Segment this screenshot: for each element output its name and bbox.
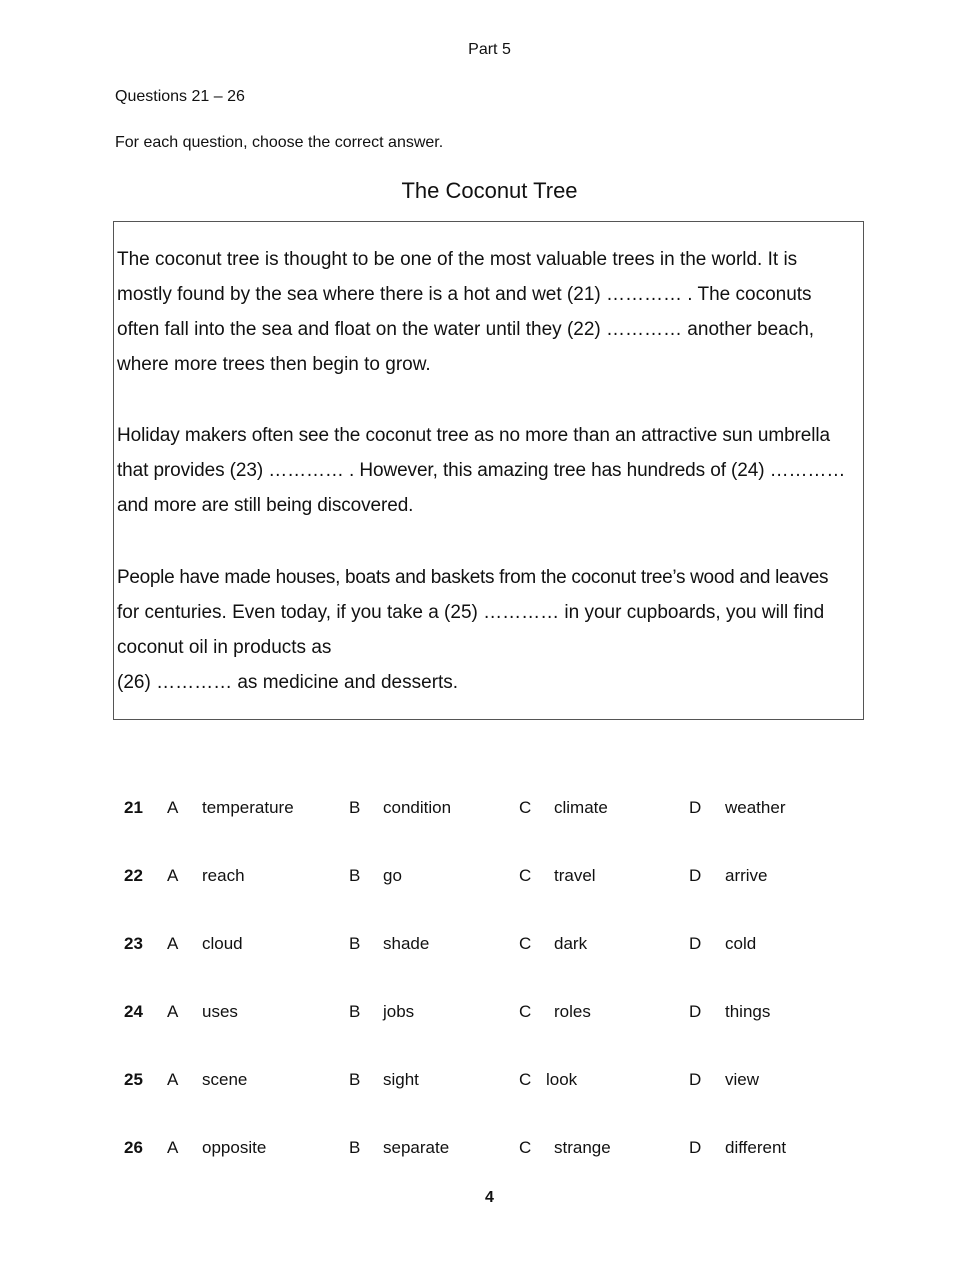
option-word: cold (725, 934, 757, 953)
option-word: separate (383, 1138, 450, 1157)
option-word: things (725, 1002, 771, 1021)
option-word: condition (383, 798, 452, 817)
question-number: 22 (124, 866, 143, 885)
passage-line: often fall into the sea and float on the water until they (22) ………… another beach, (117, 319, 815, 340)
option-word: travel (554, 866, 596, 885)
option-letter: A (167, 866, 179, 885)
option-letter: C (519, 866, 532, 885)
option-word: opposite (202, 1138, 267, 1157)
option-letter: C (519, 798, 532, 817)
page-number: 4 (485, 1189, 494, 1206)
passage-paragraph-2 (117, 418, 865, 523)
option-letter: D (689, 1070, 702, 1089)
passage-line: mostly found by the sea where there is a hot and wet (21) ………… . The coconuts (117, 284, 812, 305)
question-row-24 (0, 1002, 979, 1026)
option-letter: C (519, 1002, 532, 1021)
option-word: weather (725, 798, 786, 817)
passage-box (113, 221, 864, 720)
option-letter: D (689, 798, 702, 817)
passage-line: that provides (23) ………… . However, this amazing tree has hundreds of (24) ………… (117, 460, 846, 481)
option-letter: D (689, 934, 702, 953)
option-word: reach (202, 866, 245, 885)
option-letter: B (349, 934, 361, 953)
question-row-25 (0, 1070, 979, 1094)
part-title: Part 5 (468, 41, 511, 58)
option-letter: A (167, 1070, 179, 1089)
passage-title: The Coconut Tree (401, 178, 578, 203)
questions-range: Questions 21 – 26 (115, 88, 245, 105)
question-number: 25 (124, 1070, 143, 1089)
passage-line: and more are still being discovered. (117, 495, 414, 516)
option-word: arrive (725, 866, 768, 885)
option-letter: D (689, 866, 702, 885)
option-word: uses (202, 1002, 238, 1021)
option-letter: A (167, 798, 179, 817)
question-number: 26 (124, 1138, 143, 1157)
question-number: 24 (124, 1002, 143, 1021)
option-letter: B (349, 798, 361, 817)
option-letter: D (689, 1138, 702, 1157)
passage-line: People have made houses, boats and baskets from the coconut tree’s wood and leaves (117, 567, 829, 588)
passage-line: for centuries. Even today, if you take a (25) ………… in your cupboards, you will find (117, 602, 825, 623)
passage-line: Holiday makers often see the coconut tree as no more than an attractive sun umbrella (117, 425, 830, 446)
option-letter: D (689, 1002, 702, 1021)
option-letter: A (167, 1002, 179, 1021)
option-word: cloud (202, 934, 243, 953)
option-word: scene (202, 1070, 248, 1089)
question-number: 23 (124, 934, 143, 953)
option-word: jobs (383, 1002, 415, 1021)
question-number: 21 (124, 798, 143, 817)
passage-paragraph-1 (117, 242, 865, 382)
question-row-21 (0, 798, 979, 822)
option-word: view (725, 1070, 760, 1089)
option-letter: B (349, 866, 361, 885)
question-row-22 (0, 866, 979, 890)
option-word: sight (383, 1070, 419, 1089)
option-letter: B (349, 1002, 361, 1021)
option-word: look (546, 1070, 578, 1089)
passage-line: where more trees then begin to grow. (117, 354, 431, 375)
option-word: different (725, 1138, 787, 1157)
passage-line: (26) ………… as medicine and desserts. (117, 672, 459, 693)
option-letter: A (167, 1138, 179, 1157)
option-letter: C (519, 1070, 532, 1089)
passage-paragraph-3 (117, 560, 865, 700)
option-letter: B (349, 1138, 361, 1157)
option-word: shade (383, 934, 430, 953)
option-letter: C (519, 1138, 532, 1157)
option-word: strange (554, 1138, 611, 1157)
option-letter: C (519, 934, 532, 953)
option-letter: A (167, 934, 179, 953)
instruction-text: For each question, choose the correct answer. (115, 134, 444, 151)
passage-line: The coconut tree is thought to be one of the most valuable trees in the world. It is (117, 249, 798, 270)
option-word: temperature (202, 798, 294, 817)
option-word: climate (554, 798, 608, 817)
option-word: dark (554, 934, 588, 953)
option-letter: B (349, 1070, 361, 1089)
option-word: go (383, 866, 402, 885)
question-row-23 (0, 934, 979, 958)
question-row-26 (0, 1138, 979, 1162)
passage-line: coconut oil in products as (117, 637, 332, 658)
option-word: roles (554, 1002, 591, 1021)
